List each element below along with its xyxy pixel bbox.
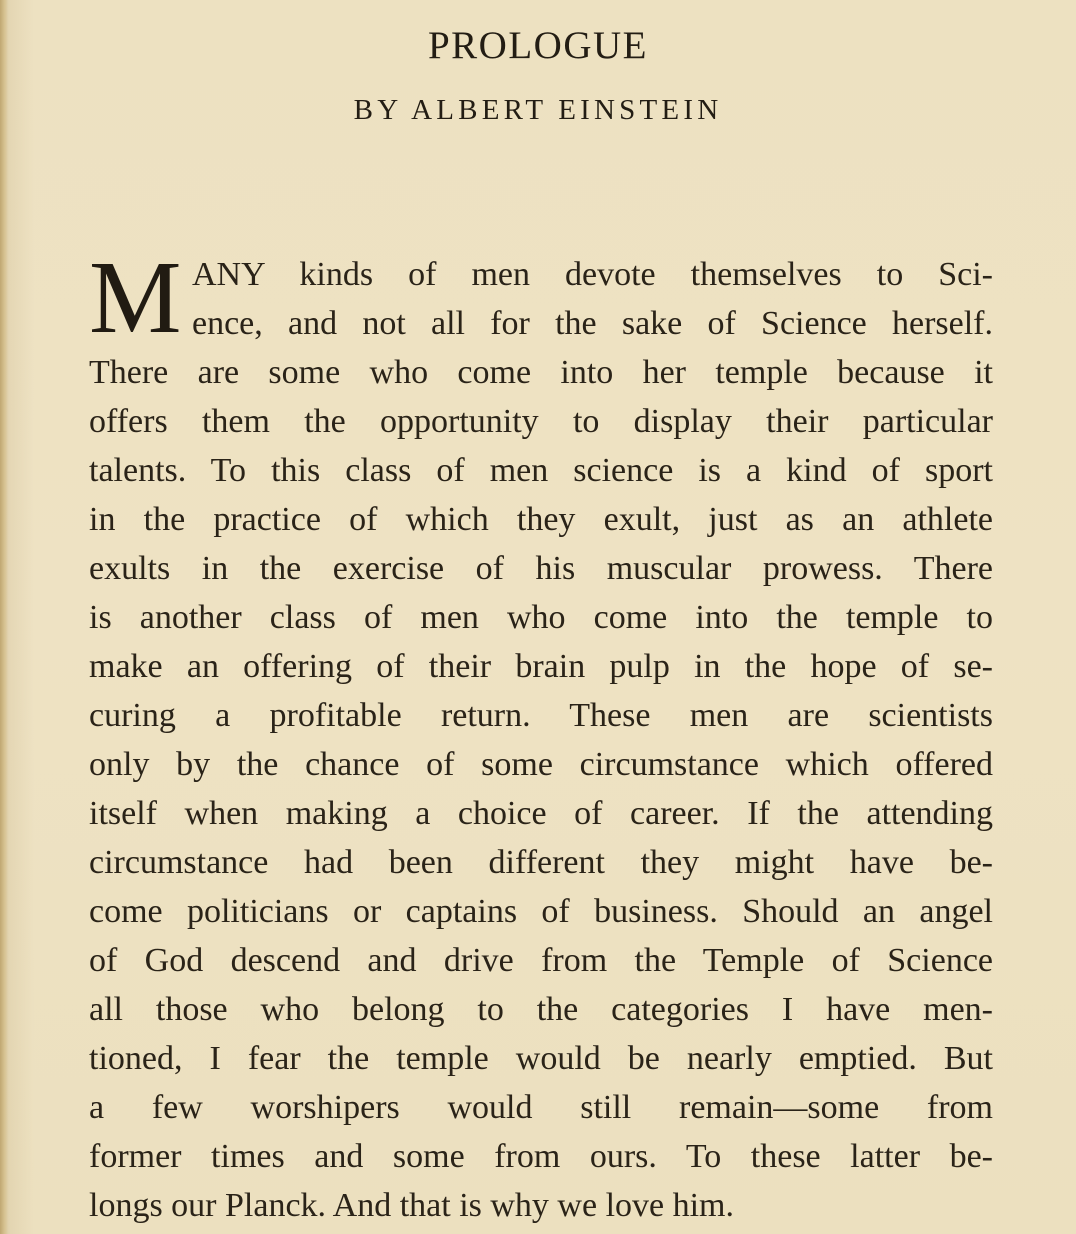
- author-byline: BY ALBERT EINSTEIN: [353, 94, 723, 126]
- text-line: former times and some from ours. To these latter be-: [89, 1138, 993, 1175]
- text-line: exults in the exercise of his muscular prowess. There: [89, 550, 993, 587]
- text-line: longs our Planck. And that is why we love him.: [89, 1187, 735, 1224]
- drop-cap: M: [89, 240, 182, 355]
- text-line: offers them the opportunity to display their particular: [89, 403, 993, 440]
- page-binding-edge: [0, 0, 8, 1234]
- text-line: make an offering of their brain pulp in the hope of se-: [89, 648, 993, 685]
- text-line: curing a profitable return. These men are scientists: [89, 697, 993, 734]
- text-line: itself when making a choice of career. If the attending: [89, 795, 993, 832]
- text-line: of God descend and drive from the Temple of Science: [89, 942, 993, 979]
- text-line: a few worshipers would still remain—some from: [89, 1089, 993, 1126]
- text-line: ANY kinds of men devote themselves to Sci-: [192, 256, 993, 293]
- text-line: come politicians or captains of business. Should an angel: [89, 893, 993, 930]
- text-line: only by the chance of some circumstance which offered: [89, 746, 993, 783]
- text-line: in the practice of which they exult, just as an athlete: [89, 501, 993, 538]
- text-line: is another class of men who come into the temple to: [89, 599, 993, 636]
- text-line: ence, and not all for the sake of Science herself.: [192, 305, 993, 342]
- text-line: There are some who come into her temple because it: [89, 354, 993, 391]
- text-line: tioned, I fear the temple would be nearly emptied. But: [89, 1040, 993, 1077]
- body-paragraph: [89, 240, 993, 1230]
- text-line: all those who belong to the categories I have men-: [89, 991, 993, 1028]
- text-line: circumstance had been different they might have be-: [89, 844, 993, 881]
- text-line: talents. To this class of men science is a kind of sport: [89, 452, 993, 489]
- chapter-title: PROLOGUE: [427, 24, 648, 67]
